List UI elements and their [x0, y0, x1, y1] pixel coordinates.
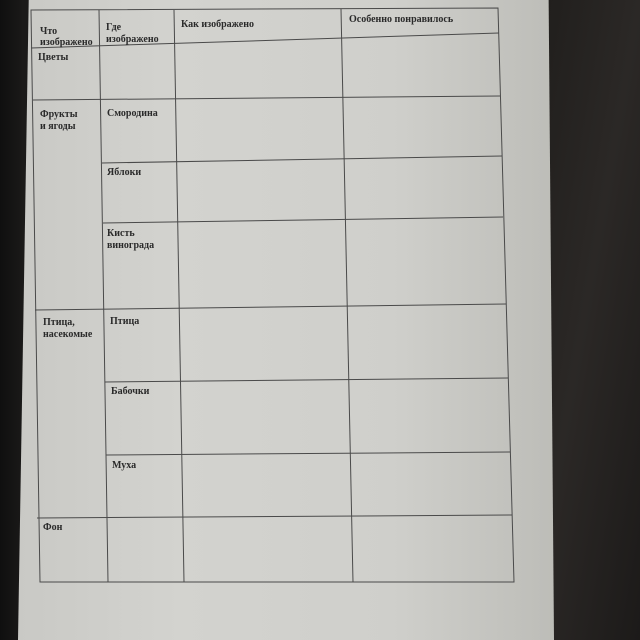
row-line-fruits [35, 304, 506, 310]
column-line-1 [99, 10, 108, 582]
row-line-insects [37, 515, 512, 518]
group-flowers: Цветы [38, 52, 69, 63]
row-line-flowers [33, 96, 500, 100]
item-butterflies: Бабочки [111, 386, 150, 397]
header-what-line2: изображено [40, 37, 93, 48]
item-apples: Яблоки [107, 167, 142, 178]
header-where-line1: Где [106, 22, 122, 33]
item-grapes-line2: винограда [107, 240, 155, 251]
group-fruits-line1: Фрукты [40, 109, 78, 120]
header-row-line [31, 33, 499, 48]
item-currant: Смородина [107, 108, 158, 119]
item-fly: Муха [112, 460, 137, 471]
header-how: Как изображено [181, 19, 254, 30]
column-line-2 [174, 10, 184, 582]
item-bird: Птица [110, 316, 140, 327]
row-line-apples [103, 217, 503, 223]
column-line-3 [341, 9, 353, 582]
header-liked: Особенно понравилось [349, 14, 454, 25]
group-birds-line2: насекомые [43, 329, 93, 340]
group-fruits-line2: и ягоды [40, 121, 76, 132]
row-line-butterflies [106, 452, 510, 455]
group-birds-line1: Птица, [43, 317, 75, 328]
header-where-line2: изображено [106, 34, 159, 45]
header-what-line1: Что [40, 26, 58, 37]
item-grapes-line1: Кисть [107, 228, 135, 239]
row-line-currant [102, 156, 502, 163]
group-background: Фон [43, 522, 63, 533]
row-line-bird [105, 378, 508, 382]
